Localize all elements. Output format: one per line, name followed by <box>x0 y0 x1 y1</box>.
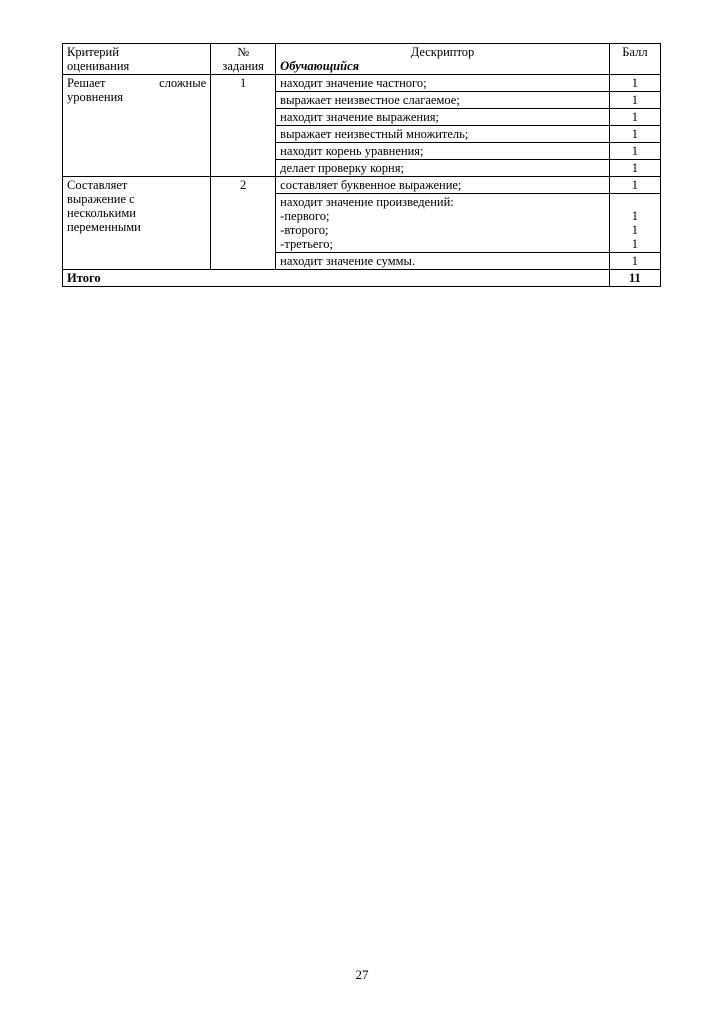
points-cell <box>609 177 660 194</box>
points-value: 1 <box>631 161 639 175</box>
table-body <box>63 75 661 287</box>
descriptor-cell <box>276 177 610 194</box>
points-value: 1 <box>631 209 639 223</box>
descriptor-text: выражает неизвестное слагаемое; <box>280 93 460 107</box>
criterion-cell <box>63 177 211 270</box>
page-number: 27 <box>355 967 369 982</box>
criterion-text: несколькими <box>67 206 136 220</box>
criterion-cell <box>63 75 211 177</box>
criterion-text: Составляет <box>67 178 128 192</box>
descriptor-cell <box>276 143 610 160</box>
points-cell <box>609 126 660 143</box>
descriptor-text: -первого; <box>280 209 330 223</box>
header-points: Балл <box>609 44 660 75</box>
points-cell <box>609 160 660 177</box>
descriptor-text: выражает неизвестный множитель; <box>280 127 469 141</box>
descriptor-text: -третьего; <box>280 237 333 251</box>
points-value: 1 <box>631 254 639 268</box>
descriptor-cell <box>276 194 610 253</box>
points-value: 1 <box>631 76 639 90</box>
table-row <box>63 177 661 194</box>
descriptor-text: находит значение суммы. <box>280 254 416 268</box>
points-cell <box>609 143 660 160</box>
points-cell <box>609 253 660 270</box>
descriptor-text: делает проверку корня; <box>280 161 404 175</box>
criterion-text: уровнения <box>67 90 124 104</box>
task-number-cell: 2 <box>211 177 276 270</box>
header-task-number: № задания <box>211 44 276 75</box>
header-criterion: Критерий оценивания <box>63 44 211 75</box>
task-number-cell: 1 <box>211 75 276 177</box>
descriptor-cell <box>276 92 610 109</box>
table-header-row <box>63 44 661 75</box>
points-value: 1 <box>631 178 639 192</box>
points-value: 1 <box>631 237 639 251</box>
total-row <box>63 270 661 287</box>
points-cell <box>609 194 660 253</box>
descriptor-cell <box>276 75 610 92</box>
header-descriptor: Дескриптор Обучающийся <box>276 44 610 75</box>
descriptor-cell <box>276 160 610 177</box>
criterion-text: переменными <box>67 220 141 234</box>
descriptor-cell <box>276 126 610 143</box>
points-value: 1 <box>631 127 639 141</box>
descriptor-text: находит корень уравнения; <box>280 144 424 158</box>
total-label: Итого <box>63 270 610 287</box>
descriptor-text: -второго; <box>280 223 329 237</box>
points-cell <box>609 75 660 92</box>
descriptor-text: находит значение произведений: <box>280 195 454 209</box>
points-value: 1 <box>631 223 639 237</box>
criterion-text: выражение с <box>67 192 135 206</box>
descriptor-text: составляет буквенное выражение; <box>280 178 462 192</box>
descriptor-text: находит значение выражения; <box>280 110 439 124</box>
descriptor-cell <box>276 253 610 270</box>
points-value: 1 <box>631 93 639 107</box>
criterion-text: Решает сложные <box>67 76 207 90</box>
total-value: 11 <box>609 270 660 287</box>
points-cell <box>609 109 660 126</box>
points-value: 1 <box>631 144 639 158</box>
assessment-rubric-table <box>62 43 661 287</box>
points-cell <box>609 92 660 109</box>
descriptor-cell <box>276 109 610 126</box>
table-row <box>63 75 661 92</box>
header-descriptor-sub: Обучающийся <box>280 59 360 73</box>
descriptor-text: находит значение частного; <box>280 76 427 90</box>
points-value: 1 <box>631 110 639 124</box>
